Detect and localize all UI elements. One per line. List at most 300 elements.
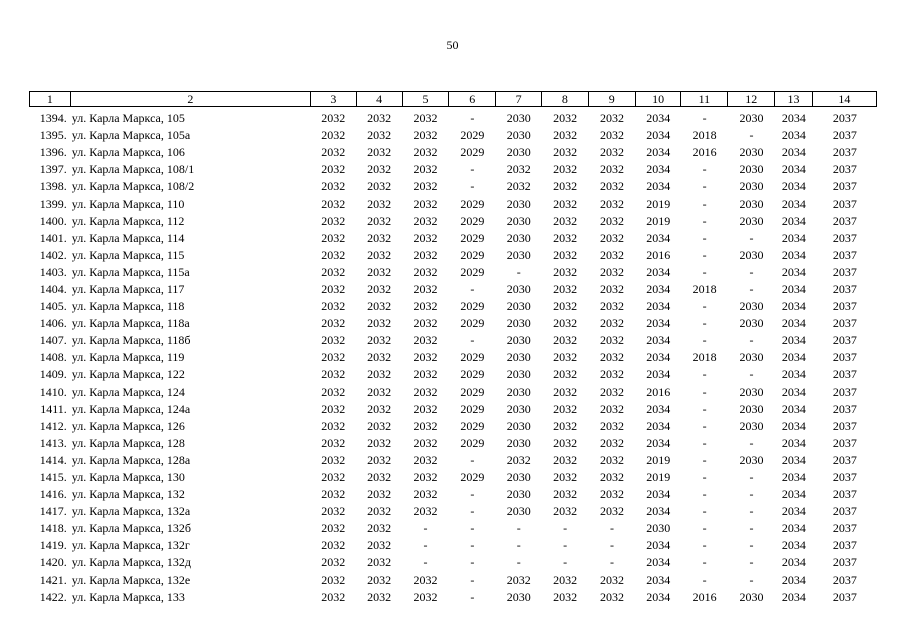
year-cell: 2030 <box>506 589 531 604</box>
header-cell: 10 <box>635 92 681 107</box>
address-cell: ул. Карла Маркса, 112 <box>71 213 185 228</box>
year-cell: - <box>516 521 521 536</box>
year-cell: 2032 <box>599 350 624 365</box>
year-cell: 2032 <box>553 504 578 519</box>
table-row <box>29 554 877 571</box>
year-cell: 2032 <box>367 401 392 416</box>
year-cell: 2032 <box>413 247 438 262</box>
year-cell: 2032 <box>367 316 392 331</box>
row-number-cell: 1404. <box>39 281 67 296</box>
year-cell: 2034 <box>781 350 806 365</box>
year-cell: - <box>702 299 707 314</box>
year-cell: 2018 <box>692 350 717 365</box>
row-number-cell: 1405. <box>39 299 67 314</box>
year-cell: 2032 <box>321 589 346 604</box>
year-cell: 2032 <box>413 572 438 587</box>
year-cell: 2032 <box>413 128 438 143</box>
row-number-cell: 1403. <box>39 264 67 279</box>
row-number-cell: 1401. <box>39 230 67 245</box>
year-cell: 2030 <box>506 384 531 399</box>
year-cell: 2032 <box>367 281 392 296</box>
year-cell: 2029 <box>460 196 485 211</box>
row-number-cell: 1421. <box>39 572 67 587</box>
year-cell: 2018 <box>692 128 717 143</box>
table-body <box>29 110 877 606</box>
year-cell: 2019 <box>646 470 671 485</box>
year-cell: 2032 <box>413 145 438 160</box>
address-cell: ул. Карла Маркса, 124 <box>71 384 185 399</box>
header-cell: 12 <box>728 92 775 107</box>
year-cell: 2029 <box>460 128 485 143</box>
table-row <box>29 537 877 554</box>
year-cell: 2016 <box>692 145 717 160</box>
header-cell: 9 <box>588 92 635 107</box>
column-number-header <box>29 91 877 107</box>
year-cell: - <box>702 418 707 433</box>
year-cell: 2032 <box>367 435 392 450</box>
year-cell: - <box>702 247 707 262</box>
year-cell: 2032 <box>599 281 624 296</box>
row-number-cell: 1397. <box>39 162 67 177</box>
table-row <box>29 401 877 418</box>
year-cell: 2032 <box>599 145 624 160</box>
year-cell: - <box>470 333 475 348</box>
year-cell: 2034 <box>781 145 806 160</box>
address-cell: ул. Карла Маркса, 132 <box>71 487 185 502</box>
year-cell: 2037 <box>832 521 857 536</box>
year-cell: 2037 <box>832 128 857 143</box>
year-cell: - <box>749 521 754 536</box>
row-number-cell: 1415. <box>39 470 67 485</box>
year-cell: - <box>749 555 754 570</box>
table-row <box>29 435 877 452</box>
year-cell: 2030 <box>739 179 764 194</box>
year-cell: 2032 <box>553 589 578 604</box>
address-cell: ул. Карла Маркса, 128 <box>71 435 185 450</box>
year-cell: 2034 <box>646 299 671 314</box>
header-cell: 11 <box>681 92 728 107</box>
table-row <box>29 298 877 315</box>
year-cell: 2032 <box>599 435 624 450</box>
year-cell: 2032 <box>321 128 346 143</box>
year-cell: - <box>749 367 754 382</box>
address-cell: ул. Карла Маркса, 132а <box>71 504 191 519</box>
year-cell: - <box>702 333 707 348</box>
year-cell: 2030 <box>739 145 764 160</box>
year-cell: 2029 <box>460 401 485 416</box>
year-cell: 2030 <box>506 247 531 262</box>
year-cell: 2034 <box>781 299 806 314</box>
year-cell: 2034 <box>781 521 806 536</box>
year-cell: 2032 <box>599 418 624 433</box>
address-cell: ул. Карла Маркса, 122 <box>71 367 185 382</box>
year-cell: 2032 <box>506 162 531 177</box>
year-cell: 2032 <box>367 418 392 433</box>
year-cell: 2016 <box>646 384 671 399</box>
year-cell: 2037 <box>832 162 857 177</box>
year-cell: - <box>563 521 568 536</box>
year-cell: 2029 <box>460 299 485 314</box>
year-cell: 2037 <box>832 350 857 365</box>
year-cell: 2030 <box>739 247 764 262</box>
year-cell: 2029 <box>460 384 485 399</box>
row-number-cell: 1419. <box>39 538 67 553</box>
year-cell: 2032 <box>321 452 346 467</box>
year-cell: 2034 <box>781 281 806 296</box>
year-cell: 2032 <box>506 452 531 467</box>
year-cell: 2032 <box>413 487 438 502</box>
year-cell: 2034 <box>646 111 671 126</box>
year-cell: 2032 <box>367 264 392 279</box>
row-number-cell: 1414. <box>39 452 67 467</box>
row-number-cell: 1407. <box>39 333 67 348</box>
year-cell: 2032 <box>599 487 624 502</box>
year-cell: 2030 <box>506 281 531 296</box>
year-cell: - <box>749 538 754 553</box>
year-cell: - <box>702 196 707 211</box>
header-cell: 6 <box>449 92 496 107</box>
table-row <box>29 161 877 178</box>
year-cell: 2032 <box>321 555 346 570</box>
address-cell: ул. Карла Маркса, 132е <box>71 572 191 587</box>
year-cell: 2034 <box>781 316 806 331</box>
year-cell: - <box>702 264 707 279</box>
year-cell: 2034 <box>781 162 806 177</box>
table-row <box>29 230 877 247</box>
year-cell: 2032 <box>599 572 624 587</box>
year-cell: 2030 <box>739 196 764 211</box>
year-cell: 2034 <box>781 179 806 194</box>
year-cell: 2032 <box>367 521 392 536</box>
year-cell: 2032 <box>413 281 438 296</box>
year-cell: - <box>423 538 428 553</box>
year-cell: 2032 <box>321 196 346 211</box>
year-cell: 2018 <box>692 281 717 296</box>
year-cell: 2030 <box>739 316 764 331</box>
year-cell: 2032 <box>321 470 346 485</box>
year-cell: 2032 <box>321 572 346 587</box>
year-cell: 2037 <box>832 230 857 245</box>
year-cell: - <box>702 555 707 570</box>
year-cell: 2032 <box>413 299 438 314</box>
year-cell: - <box>609 538 614 553</box>
year-cell: 2030 <box>646 521 671 536</box>
address-cell: ул. Карла Маркса, 115 <box>71 247 185 262</box>
year-cell: - <box>516 264 521 279</box>
year-cell: 2030 <box>506 350 531 365</box>
year-cell: - <box>749 504 754 519</box>
row-number-cell: 1411. <box>40 401 67 416</box>
schedule-table <box>29 110 877 606</box>
address-cell: ул. Карла Маркса, 132б <box>71 521 191 536</box>
row-number-cell: 1413. <box>39 435 67 450</box>
year-cell: 2029 <box>460 316 485 331</box>
year-cell: 2030 <box>739 418 764 433</box>
year-cell: 2032 <box>321 179 346 194</box>
table-row <box>29 213 877 230</box>
year-cell: 2034 <box>646 589 671 604</box>
year-cell: 2034 <box>646 316 671 331</box>
year-cell: 2037 <box>832 555 857 570</box>
year-cell: - <box>470 179 475 194</box>
year-cell: 2032 <box>367 538 392 553</box>
year-cell: 2037 <box>832 196 857 211</box>
year-cell: 2032 <box>553 470 578 485</box>
year-cell: 2032 <box>413 213 438 228</box>
year-cell: 2032 <box>321 538 346 553</box>
year-cell: 2034 <box>646 418 671 433</box>
year-cell: 2032 <box>553 367 578 382</box>
year-cell: 2029 <box>460 350 485 365</box>
year-cell: 2032 <box>321 333 346 348</box>
year-cell: 2032 <box>367 299 392 314</box>
year-cell: 2032 <box>321 247 346 262</box>
year-cell: 2034 <box>646 350 671 365</box>
year-cell: 2032 <box>599 247 624 262</box>
year-cell: 2029 <box>460 470 485 485</box>
year-cell: - <box>749 435 754 450</box>
year-cell: - <box>749 487 754 502</box>
year-cell: 2032 <box>599 264 624 279</box>
year-cell: 2030 <box>506 128 531 143</box>
year-cell: 2034 <box>646 487 671 502</box>
year-cell: 2030 <box>506 145 531 160</box>
row-number-cell: 1400. <box>39 213 67 228</box>
year-cell: 2034 <box>781 504 806 519</box>
header-row <box>30 92 877 107</box>
year-cell: 2032 <box>553 401 578 416</box>
year-cell: - <box>702 452 707 467</box>
year-cell: 2034 <box>646 435 671 450</box>
year-cell: 2032 <box>599 367 624 382</box>
address-cell: ул. Карла Маркса, 117 <box>71 281 185 296</box>
year-cell: 2032 <box>413 333 438 348</box>
year-cell: 2030 <box>506 333 531 348</box>
year-cell: 2029 <box>460 264 485 279</box>
year-cell: 2034 <box>781 247 806 262</box>
table-row <box>29 366 877 383</box>
year-cell: - <box>702 162 707 177</box>
header-cell: 2 <box>70 92 310 107</box>
year-cell: 2032 <box>599 179 624 194</box>
address-cell: ул. Карла Маркса, 132г <box>71 538 190 553</box>
table-row <box>29 178 877 195</box>
year-cell: 2037 <box>832 487 857 502</box>
year-cell: 2032 <box>506 179 531 194</box>
table-row <box>29 469 877 486</box>
year-cell: 2034 <box>781 111 806 126</box>
year-cell: 2032 <box>599 299 624 314</box>
year-cell: - <box>470 589 475 604</box>
year-cell: 2032 <box>413 179 438 194</box>
year-cell: 2029 <box>460 247 485 262</box>
year-cell: - <box>702 572 707 587</box>
year-cell: - <box>609 555 614 570</box>
year-cell: 2034 <box>646 333 671 348</box>
year-cell: 2034 <box>781 470 806 485</box>
year-cell: 2032 <box>553 299 578 314</box>
year-cell: - <box>749 230 754 245</box>
year-cell: - <box>470 555 475 570</box>
address-cell: ул. Карла Маркса, 128а <box>71 452 191 467</box>
year-cell: 2032 <box>321 384 346 399</box>
year-cell: 2032 <box>367 487 392 502</box>
row-number-cell: 1409. <box>39 367 67 382</box>
year-cell: - <box>516 538 521 553</box>
row-number-cell: 1416. <box>39 487 67 502</box>
year-cell: 2034 <box>646 230 671 245</box>
year-cell: - <box>516 555 521 570</box>
year-cell: - <box>470 538 475 553</box>
year-cell: 2032 <box>599 589 624 604</box>
year-cell: 2029 <box>460 145 485 160</box>
year-cell: - <box>749 572 754 587</box>
year-cell: 2037 <box>832 333 857 348</box>
header-cell: 5 <box>402 92 449 107</box>
year-cell: 2030 <box>506 487 531 502</box>
table-row <box>29 384 877 401</box>
row-number-cell: 1418. <box>39 521 67 536</box>
table-row <box>29 247 877 264</box>
year-cell: 2032 <box>321 350 346 365</box>
year-cell: - <box>470 162 475 177</box>
year-cell: 2034 <box>646 162 671 177</box>
year-cell: 2030 <box>506 435 531 450</box>
year-cell: 2032 <box>367 470 392 485</box>
year-cell: 2037 <box>832 213 857 228</box>
year-cell: 2032 <box>321 299 346 314</box>
header-cell: 13 <box>775 92 813 107</box>
year-cell: 2032 <box>553 179 578 194</box>
year-cell: 2032 <box>367 333 392 348</box>
year-cell: - <box>749 470 754 485</box>
address-cell: ул. Карла Маркса, 105 <box>71 111 185 126</box>
table-row <box>29 349 877 366</box>
year-cell: 2030 <box>506 196 531 211</box>
year-cell: 2032 <box>367 111 392 126</box>
year-cell: 2032 <box>413 589 438 604</box>
year-cell: 2032 <box>413 316 438 331</box>
year-cell: 2030 <box>506 470 531 485</box>
year-cell: - <box>470 487 475 502</box>
year-cell: - <box>702 504 707 519</box>
year-cell: 2029 <box>460 418 485 433</box>
year-cell: 2037 <box>832 435 857 450</box>
year-cell: - <box>563 538 568 553</box>
address-cell: ул. Карла Маркса, 115а <box>71 264 190 279</box>
year-cell: - <box>749 281 754 296</box>
year-cell: 2032 <box>413 196 438 211</box>
year-cell: 2037 <box>832 538 857 553</box>
year-cell: 2037 <box>832 418 857 433</box>
year-cell: 2032 <box>367 367 392 382</box>
row-number-cell: 1395. <box>39 128 67 143</box>
year-cell: 2034 <box>781 589 806 604</box>
year-cell: 2037 <box>832 452 857 467</box>
year-cell: 2030 <box>739 401 764 416</box>
year-cell: - <box>702 435 707 450</box>
year-cell: 2037 <box>832 247 857 262</box>
year-cell: - <box>749 264 754 279</box>
year-cell: - <box>609 521 614 536</box>
year-cell: - <box>470 111 475 126</box>
table-row <box>29 332 877 349</box>
year-cell: 2032 <box>367 230 392 245</box>
year-cell: 2032 <box>599 452 624 467</box>
row-number-cell: 1420. <box>39 555 67 570</box>
year-cell: 2029 <box>460 367 485 382</box>
address-cell: ул. Карла Маркса, 118 <box>71 299 185 314</box>
year-cell: 2032 <box>367 452 392 467</box>
year-cell: 2032 <box>599 470 624 485</box>
year-cell: 2032 <box>321 435 346 450</box>
year-cell: 2032 <box>553 196 578 211</box>
address-cell: ул. Карла Маркса, 124а <box>71 401 191 416</box>
year-cell: 2032 <box>367 247 392 262</box>
table-row <box>29 195 877 212</box>
year-cell: - <box>749 333 754 348</box>
year-cell: 2032 <box>553 572 578 587</box>
year-cell: 2032 <box>553 281 578 296</box>
table-row <box>29 418 877 435</box>
year-cell: 2032 <box>367 384 392 399</box>
year-cell: 2032 <box>321 521 346 536</box>
year-cell: 2034 <box>781 230 806 245</box>
row-number-cell: 1399. <box>39 196 67 211</box>
year-cell: 2034 <box>646 281 671 296</box>
year-cell: 2032 <box>321 401 346 416</box>
header-cell: 7 <box>496 92 542 107</box>
row-number-cell: 1402. <box>39 247 67 262</box>
year-cell: 2032 <box>553 247 578 262</box>
year-cell: 2032 <box>599 230 624 245</box>
year-cell: - <box>470 521 475 536</box>
year-cell: 2034 <box>646 401 671 416</box>
year-cell: 2037 <box>832 384 857 399</box>
table-row <box>29 110 877 127</box>
year-cell: 2030 <box>506 418 531 433</box>
year-cell: 2032 <box>553 350 578 365</box>
year-cell: - <box>702 401 707 416</box>
year-cell: 2032 <box>413 470 438 485</box>
year-cell: 2032 <box>367 555 392 570</box>
table-row <box>29 127 877 144</box>
year-cell: 2032 <box>413 504 438 519</box>
year-cell: 2032 <box>553 384 578 399</box>
year-cell: 2032 <box>553 264 578 279</box>
header-cell: 14 <box>812 92 876 107</box>
year-cell: 2032 <box>367 179 392 194</box>
year-cell: 2034 <box>646 128 671 143</box>
year-cell: - <box>702 213 707 228</box>
year-cell: 2032 <box>553 213 578 228</box>
year-cell: 2032 <box>321 145 346 160</box>
year-cell: 2034 <box>781 572 806 587</box>
year-cell: 2034 <box>781 367 806 382</box>
year-cell: 2030 <box>739 452 764 467</box>
year-cell: 2030 <box>739 384 764 399</box>
row-number-cell: 1417. <box>39 504 67 519</box>
year-cell: 2032 <box>367 572 392 587</box>
year-cell: 2032 <box>321 418 346 433</box>
year-cell: 2034 <box>646 555 671 570</box>
row-number-cell: 1406. <box>39 316 67 331</box>
year-cell: 2030 <box>506 316 531 331</box>
year-cell: 2034 <box>646 504 671 519</box>
year-cell: 2032 <box>413 452 438 467</box>
year-cell: 2032 <box>553 487 578 502</box>
year-cell: 2032 <box>553 452 578 467</box>
